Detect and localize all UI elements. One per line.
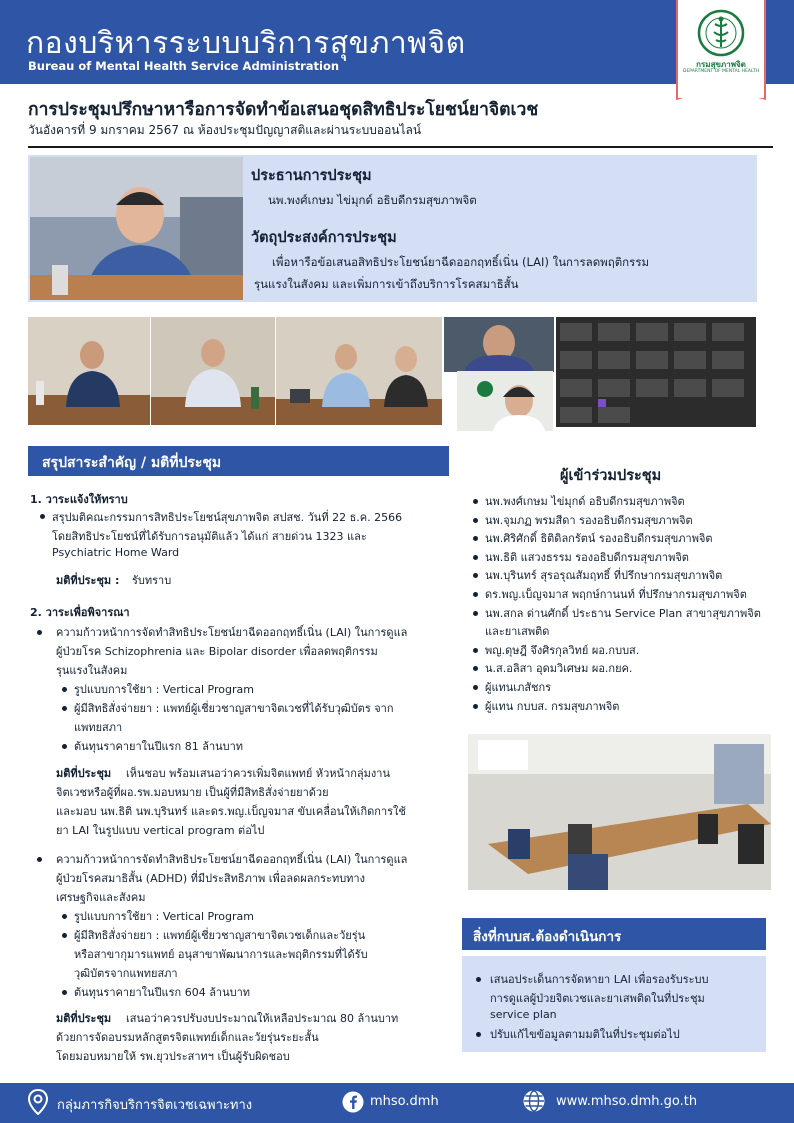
objective-heading: วัตถุประสงค์การประชุม bbox=[251, 230, 397, 246]
bullet bbox=[473, 685, 478, 690]
agenda-2-item-2-resolution: เสนอว่าควรปรับงบประมาณให้เหลือประมาณ 80 ล้านบาท bbox=[126, 1012, 399, 1025]
attendee-item: น.ส.อลิสา อุดมวิเศษม ผอ.กยค. bbox=[485, 662, 633, 676]
agenda-2-item-2-sub: วุฒิบัตรจากแพทยสภา bbox=[74, 967, 178, 980]
bullet bbox=[62, 990, 67, 995]
bullet bbox=[37, 630, 42, 635]
agenda-2-item-1-resolution: ยา LAI ในรูปแบบ vertical program ต่อไป bbox=[56, 824, 265, 837]
attendees-heading: ผู้เข้าร่วมประชุม bbox=[560, 468, 662, 484]
bullet bbox=[62, 914, 67, 919]
actions-heading: สิ่งที่กบบส.ต้องดำเนินการ bbox=[473, 929, 622, 945]
bullet bbox=[473, 592, 478, 597]
agenda-1-line: สรุปมติคณะกรรมการสิทธิประโยชน์สุขภาพจิต สปสช. วันที่ 22 ธ.ค. 2566 bbox=[52, 511, 403, 524]
department-logo-icon bbox=[696, 8, 746, 58]
agenda-2-item-1-line: ผู้ป่วยโรค Schizophrenia และ Bipolar disorder เพื่อลดพฤติกรรม bbox=[56, 645, 378, 658]
bullet bbox=[473, 666, 478, 671]
meeting-date: วันอังคารที่ 9 มกราคม 2567 ณ ห้องประชุมปัญญาสติและผ่านระบบออนไลน์ bbox=[28, 123, 422, 137]
agenda-2-item-2-line: ความก้าวหน้าการจัดทำสิทธิประโยชน์ยาฉีดออกฤทธิ์เนิ่น (LAI) ในการดูแล bbox=[56, 853, 408, 866]
bullet bbox=[473, 611, 478, 616]
bullet bbox=[473, 536, 478, 541]
agenda-1-title: 1. วาระแจ้งให้ทราบ bbox=[30, 493, 128, 506]
online-speaker-photo bbox=[457, 371, 553, 431]
meeting-photo-2 bbox=[151, 317, 275, 425]
agenda-2-item-2-sub: ผู้มีสิทธิสั่งจ่ายยา : แพทย์ผู้เชี่ยวชาญสาขาจิตเวชเด็กและวัยรุ่น bbox=[74, 929, 366, 942]
location-pin-icon bbox=[28, 1089, 48, 1115]
agenda-2-item-1-resolution: จิตเวชหรือผู้ที่ผอ.รพ.มอบหมาย เป็นผู้ที่มีสิทธิสั่งจ่ายยาด้วย bbox=[56, 786, 329, 799]
meeting-photo-1 bbox=[28, 317, 150, 425]
footer-unit: กลุ่มภารกิจบริการจิตเวชเฉพาะทาง bbox=[57, 1098, 253, 1113]
logo-text: กรมสุขภาพจิต bbox=[696, 60, 746, 69]
bullet bbox=[476, 1032, 481, 1037]
video-conference-grid bbox=[556, 317, 756, 427]
meeting-room-photo bbox=[468, 734, 771, 890]
chair-heading: ประธานการประชุม bbox=[251, 168, 372, 184]
action-item-line: การดูแลผู้ป่วยจิตเวชและยาเสพติดในที่ประชุม bbox=[490, 992, 705, 1005]
attendee-item: นพ.บุรินทร์ สุรอรุณสัมฤทธิ์ ที่ปรึกษากรมสุขภาพจิต bbox=[485, 569, 723, 583]
agenda-2-item-2-resolution-label: มติที่ประชุม bbox=[56, 1012, 112, 1025]
attendee-item: ผู้แทนเภสัชกร bbox=[485, 681, 552, 694]
meeting-title: การประชุมปรึกษาหารือการจัดทำข้อเสนอชุดสิทธิประโยชน์ยาจิตเวช bbox=[28, 100, 539, 120]
agenda-2-item-1-resolution: และมอบ นพ.ธิติ นพ.บุรินทร์ และดร.พญ.เบ็ญจมาส ขับเคลื่อนให้เกิดการใช้ bbox=[56, 805, 406, 818]
agenda-2-item-1-sub: ผู้มีสิทธิสั่งจ่ายยา : แพทย์ผู้เชี่ยวชาญสาขาจิตเวชที่ได้รับวุฒิบัตร จาก bbox=[74, 702, 394, 715]
agenda-2-item-1-sub: ต้นทุนราคายาในปีแรก 81 ล้านบาท bbox=[74, 740, 244, 753]
bullet bbox=[40, 514, 45, 519]
attendee-item: นพ.ศิริศักดิ์ ธิติดิลกรัตน์ รองอธิบดีกรมสุขภาพจิต bbox=[485, 532, 713, 546]
summary-heading: สรุปสาระสำคัญ / มติที่ประชุม bbox=[42, 455, 222, 471]
agenda-2-title: 2. วาระเพื่อพิจารณา bbox=[30, 606, 130, 619]
attendee-item: นพ.พงศ์เกษม ไข่มุกด์ อธิบดีกรมสุขภาพจิต bbox=[485, 495, 685, 508]
online-attendee-photo bbox=[444, 317, 554, 372]
agenda-2-item-1-resolution-label: มติที่ประชุม bbox=[56, 767, 112, 780]
footer-website[interactable]: www.mhso.dmh.go.th bbox=[556, 1094, 698, 1109]
bullet bbox=[37, 857, 42, 862]
objective-line-1: เพื่อหารือข้อเสนอสิทธิประโยชน์ยาฉีดออกฤทธิ์เนิ่น (LAI) ในการลดพฤติกรรม bbox=[272, 255, 650, 269]
action-item-line: service plan bbox=[490, 1008, 557, 1021]
bullet bbox=[473, 573, 478, 578]
bullet bbox=[473, 499, 478, 504]
logo-subtext: DEPARTMENT OF MENTAL HEALTH bbox=[682, 69, 760, 74]
attendee-item: และยาเสพติด bbox=[485, 625, 550, 639]
agenda-1-line: Psychiatric Home Ward bbox=[52, 546, 180, 559]
bullet bbox=[62, 744, 67, 749]
objective-line-2: รุนแรงในสังคม และเพิ่มการเข้าถึงบริการโรคสมาธิสั้น bbox=[254, 277, 519, 291]
agenda-2-item-1-line: ความก้าวหน้าการจัดทำสิทธิประโยชน์ยาฉีดออกฤทธิ์เนิ่น (LAI) ในการดูแล bbox=[56, 626, 408, 639]
agenda-1-resolution: รับทราบ bbox=[132, 574, 172, 587]
agenda-2-item-2-sub: ต้นทุนราคายาในปีแรก 604 ล้านบาท bbox=[74, 986, 251, 999]
attendee-item: นพ.จุมภฏ พรมสีดา รองอธิบดีกรมสุขภาพจิต bbox=[485, 513, 693, 527]
agenda-2-item-1-line: รุนแรงในสังคม bbox=[56, 664, 128, 677]
facebook-icon[interactable] bbox=[342, 1091, 364, 1113]
attendee-item: พญ.ดุษฎี จึงศิรกุลวิทย์ ผอ.กบบส. bbox=[485, 643, 640, 657]
agenda-2-item-2-line: ผู้ป่วยโรคสมาธิสั้น (ADHD) ที่มีประสิทธิภาพ เพื่อลดผลกระทบทาง bbox=[56, 872, 365, 885]
action-item-line: ปรับแก้ไขข้อมูลตามมติในที่ประชุมต่อไป bbox=[490, 1028, 680, 1041]
agenda-2-item-2-line: เศรษฐกิจและสังคม bbox=[56, 891, 146, 904]
chairperson-photo bbox=[30, 157, 243, 300]
bullet bbox=[473, 518, 478, 523]
bullet bbox=[62, 706, 67, 711]
attendee-item: ผู้แทน กบบส. กรมสุขภาพจิต bbox=[485, 699, 620, 713]
agenda-2-item-2-resolution: ด้วยการจัดอบรมหลักสูตรจิตแพทย์เด็กและวัยรุ่นระยะสั้น bbox=[56, 1031, 319, 1044]
attendee-item: นพ.ธิติ แสวงธรรม รองอธิบดีกรมสุขภาพจิต bbox=[485, 550, 689, 564]
agenda-2-item-2-sub: รูปแบบการใช้ยา : Vertical Program bbox=[74, 910, 254, 923]
bullet bbox=[62, 687, 67, 692]
bullet bbox=[476, 977, 481, 982]
attendee-item: ดร.พญ.เบ็ญจมาส พฤกษ์กานนท์ ที่ปรึกษากรมสุขภาพจิต bbox=[485, 588, 747, 601]
header-subtitle: Bureau of Mental Health Service Administration bbox=[28, 59, 340, 73]
agenda-2-item-1-resolution: เห็นชอบ พร้อมเสนอว่าควรเพิ่มจิตแพทย์ หัวหน้ากลุ่มงาน bbox=[126, 767, 390, 780]
globe-icon[interactable] bbox=[522, 1089, 546, 1113]
action-item-line: เสนอประเด็นการจัดหายา LAI เพื่อรองรับระบบ bbox=[490, 973, 709, 986]
chair-name: นพ.พงศ์เกษม ไข่มุกด์ อธิบดีกรมสุขภาพจิต bbox=[268, 193, 477, 207]
agenda-2-item-2-resolution: โดยมอบหมายให้ รพ.ยุวประสาทฯ เป็นผู้รับผิดชอบ bbox=[56, 1050, 290, 1063]
header-title: กองบริหารระบบบริการสุขภาพจิต bbox=[26, 26, 466, 61]
title-divider bbox=[28, 146, 773, 148]
attendee-item: นพ.สกล ด่านศักดิ์ ประธาน Service Plan สาขาสุขภาพจิต bbox=[485, 606, 761, 620]
agenda-2-item-1-sub: แพทยสภา bbox=[74, 721, 123, 734]
agenda-2-item-2-sub: หรือสาขากุมารแพทย์ อนุสาขาพัฒนาการและพฤติกรรมที่ได้รับ bbox=[74, 948, 368, 961]
bullet bbox=[62, 933, 67, 938]
bullet bbox=[473, 555, 478, 560]
agenda-1-resolution-label: มติที่ประชุม : bbox=[56, 574, 120, 587]
bullet bbox=[473, 704, 478, 709]
footer-facebook[interactable]: mhso.dmh bbox=[370, 1094, 439, 1109]
bullet bbox=[473, 648, 478, 653]
agenda-2-item-1-sub: รูปแบบการใช้ยา : Vertical Program bbox=[74, 683, 254, 696]
agenda-1-line: โดยสิทธิประโยชน์ที่ได้รับการอนุมัติแล้ว ได้แก่ สายด่วน 1323 และ bbox=[52, 530, 367, 543]
meeting-photo-3 bbox=[276, 317, 442, 425]
